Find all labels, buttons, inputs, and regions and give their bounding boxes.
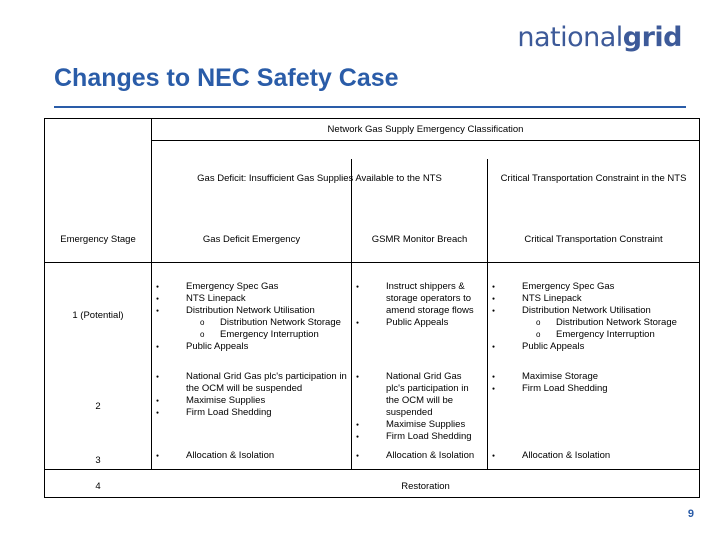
sub-item: o Emergency Interruption bbox=[522, 329, 698, 341]
list-item: ● NTS Linepack bbox=[152, 293, 349, 305]
list-item: ● Maximise Storage bbox=[488, 371, 698, 383]
row-3-critical bbox=[488, 450, 698, 462]
list-item: ● Maximise Supplies bbox=[352, 419, 480, 431]
list-item: ● Allocation & Isolation bbox=[152, 450, 349, 462]
list-item: ● Allocation & Isolation bbox=[488, 450, 698, 462]
list-item: ● Public Appeals bbox=[352, 317, 480, 329]
list-item: ● National Grid Gas plc's participation in the OCM will be suspended bbox=[352, 371, 480, 419]
list-item: ● Distribution Network Utilisation o Distribution Network Storage o Emergency Interruption bbox=[152, 305, 349, 341]
list-item: ● Emergency Spec Gas bbox=[488, 281, 698, 293]
stage-2-label: 2 bbox=[95, 401, 101, 412]
stage-4-label: 4 bbox=[95, 481, 101, 492]
row-2-gas-deficit bbox=[152, 371, 349, 419]
row-1-gsmr bbox=[352, 281, 480, 329]
list-item: ● Maximise Supplies bbox=[152, 395, 349, 407]
critical-column-header: Critical Transportation Constraint bbox=[524, 234, 663, 245]
row-1-gas-deficit bbox=[152, 281, 349, 353]
list-item: ● Distribution Network Utilisation o Distribution Network Storage o Emergency Interruption bbox=[488, 305, 698, 341]
stage-3-label: 3 bbox=[95, 455, 101, 466]
list-item: ● NTS Linepack bbox=[488, 293, 698, 305]
gsmr-column-header: GSMR Monitor Breach bbox=[371, 234, 468, 245]
stage-column-header: Emergency Stage bbox=[60, 234, 136, 245]
row-3-gas-deficit bbox=[152, 450, 349, 462]
sub-item: o Distribution Network Storage bbox=[522, 317, 698, 329]
list-item: ● Public Appeals bbox=[152, 341, 349, 353]
stage-1-label: 1 (Potential) bbox=[72, 310, 124, 321]
list-item: ● Instruct shippers & storage operators to amend storage flows bbox=[352, 281, 480, 317]
transport-constraint-group-header: Critical Transportation Constraint in the NTS bbox=[500, 173, 687, 184]
gas-deficit-group-header: Gas Deficit: Insufficient Gas Supplies Available to the NTS bbox=[197, 173, 442, 184]
list-item: ● Firm Load Shedding bbox=[152, 407, 349, 419]
row-2-gsmr bbox=[352, 371, 480, 443]
list-item: ● Public Appeals bbox=[488, 341, 698, 353]
restoration-cell: Restoration bbox=[401, 481, 450, 492]
list-item: ● Allocation & Isolation bbox=[352, 450, 480, 462]
row-1-critical bbox=[488, 281, 698, 353]
sub-item: o Distribution Network Storage bbox=[186, 317, 349, 329]
list-item: ● Firm Load Shedding bbox=[352, 431, 480, 443]
emergency-classification-table bbox=[44, 118, 700, 498]
row-3-gsmr bbox=[352, 450, 480, 462]
slide-number: 9 bbox=[687, 508, 694, 520]
row-2-critical bbox=[488, 371, 698, 395]
classification-header: Network Gas Supply Emergency Classification bbox=[327, 123, 524, 135]
sub-item: o Emergency Interruption bbox=[186, 329, 349, 341]
list-item: ● Firm Load Shedding bbox=[488, 383, 698, 395]
list-item: ● Emergency Spec Gas bbox=[152, 281, 349, 293]
gas-deficit-column-header: Gas Deficit Emergency bbox=[202, 234, 301, 245]
slide-title: Changes to NEC Safety Case bbox=[54, 64, 399, 92]
title-divider bbox=[54, 106, 686, 108]
national-grid-logo: nationalgrid bbox=[517, 22, 682, 53]
list-item: ● National Grid Gas plc's participation in the OCM will be suspended bbox=[152, 371, 349, 395]
